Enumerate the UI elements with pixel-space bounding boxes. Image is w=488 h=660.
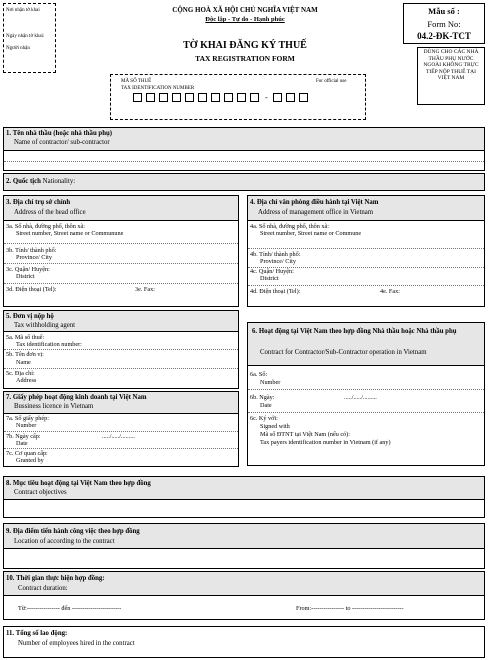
form-number-box bbox=[403, 3, 485, 44]
field-3e-label: 3e. Fax: bbox=[135, 286, 155, 293]
field-4e-label: 4e. Fax: bbox=[380, 288, 400, 295]
duration-from-vi[interactable]: Từ:---------------- đến ------------------------ bbox=[18, 605, 122, 612]
section-1-subtitle: Name of contractor/ sub-contractor bbox=[14, 139, 110, 146]
section-10 bbox=[3, 571, 485, 620]
tax-code-cell[interactable] bbox=[237, 93, 246, 102]
field-7b-dots: ...../...../......... bbox=[102, 433, 135, 440]
tax-code-cell[interactable] bbox=[286, 93, 295, 102]
national-motto: Độc lập - Tự do - Hạnh phúc bbox=[205, 16, 285, 23]
section-8 bbox=[3, 476, 485, 518]
tax-code-cells[interactable] bbox=[133, 91, 358, 105]
section-9-title: 9. Địa điểm tiến hành công việc theo hợp đồng bbox=[6, 528, 140, 535]
field-6c-tin-label: Mã số ĐTNT tại Việt Nam (nếu có): bbox=[260, 431, 350, 438]
section-11-title: 11. Tổng số lao động: bbox=[6, 630, 68, 637]
tax-code-cell[interactable] bbox=[224, 93, 233, 102]
form-number-code: 04.2-ĐK-TCT bbox=[417, 31, 471, 41]
section-5 bbox=[3, 310, 239, 389]
field-6b-dots: ...../...../......... bbox=[344, 394, 377, 401]
section-1 bbox=[3, 127, 485, 171]
section-3 bbox=[3, 195, 239, 307]
section-3-title: 3. Địa chỉ trụ sở chính bbox=[6, 199, 71, 206]
form-number-label-en: Form No: bbox=[427, 19, 461, 29]
section-1-title: 1. Tên nhà thầu (hoặc nhà thầu phụ) bbox=[6, 130, 113, 137]
section-7-title: 7. Giấy phép hoạt động kinh doanh tại Việt Nam bbox=[6, 394, 147, 401]
form-number-label-vi: Mẫu số : bbox=[428, 6, 460, 16]
tax-code-cell[interactable] bbox=[198, 93, 207, 102]
official-use-label: For official use bbox=[316, 79, 347, 84]
field-3d-label: 3d. Điện thoại (Tel): bbox=[6, 286, 57, 293]
field-5c-label-en: Address bbox=[16, 377, 37, 384]
field-7a-label: 7a. Số giấy phép: bbox=[6, 415, 49, 422]
tax-code-cell[interactable] bbox=[146, 93, 155, 102]
duration-from-en[interactable]: From:---------------- to ------------------------- bbox=[296, 605, 404, 612]
field-4a-label: 4a. Số nhà, đường phố, thôn xã: bbox=[250, 223, 329, 230]
section-7-subtitle: Bussiness licence in Vietnam bbox=[14, 403, 94, 410]
tax-code-cell[interactable] bbox=[133, 93, 142, 102]
section-8-title: 8. Mục tiêu hoạt động tại Việt Nam theo hợp đồng bbox=[6, 480, 151, 487]
stamp-line-3: Người nhận bbox=[6, 46, 30, 51]
tax-code-separator: - bbox=[265, 93, 268, 102]
stamp-line-2: Ngày nhận tờ khai: bbox=[6, 34, 45, 39]
field-5a-label: 5a. Mã số thuế: bbox=[6, 334, 45, 341]
field-3b-label: 3b. Tỉnh/ thành phố: bbox=[6, 247, 57, 254]
section-9-subtitle: Location of according to the contract bbox=[14, 538, 115, 545]
field-6c-label: 6c. Ký với: bbox=[250, 415, 278, 422]
tax-code-cell[interactable] bbox=[250, 93, 259, 102]
field-5c-label: 5c. Địa chỉ: bbox=[6, 370, 35, 377]
tax-code-cell[interactable] bbox=[299, 93, 308, 102]
stamp-line-1: Nơi nhận tờ khai bbox=[6, 8, 40, 13]
tax-code-label-vi: MÃ SỐ THUẾ bbox=[121, 79, 152, 84]
applicability-note: DÙNG CHO CÁC NHÀ THẦU PHỤ NƯỚC NGOÀI KHÔNG TRỰC TIẾP NỘP THUẾ TẠI VIỆT NAM bbox=[423, 49, 479, 82]
field-4b-label-en: Province/ City bbox=[260, 258, 296, 265]
section-7 bbox=[3, 391, 239, 467]
section-4-subtitle: Address of management office in Vietnam bbox=[258, 209, 374, 216]
field-6c-tin-label-en: Tax payers identification number in Vietnam (if any) bbox=[260, 439, 391, 446]
section-8-subtitle: Contract objectives bbox=[14, 489, 67, 496]
tax-code-label-en: TAX IDENTIFICATION NUMBER bbox=[121, 86, 195, 91]
form-title-en: TAX REGISTRATION FORM bbox=[195, 54, 295, 63]
section-2 bbox=[3, 173, 485, 191]
section-6-subtitle: Contract for Contractor/Sub-Contractor operation in Vietnam bbox=[260, 349, 427, 356]
field-3c-label-en: District bbox=[16, 273, 35, 280]
field-4d-label: 4d. Điện thoại (Tel): bbox=[250, 288, 301, 295]
section-10-subtitle: Contract duration: bbox=[18, 585, 68, 592]
field-7c-label-en: Granted by bbox=[16, 457, 44, 464]
field-6b-label-en: Date bbox=[260, 402, 272, 409]
field-7b-label-en: Date bbox=[16, 440, 28, 447]
field-6c-label-en: Signed with bbox=[260, 423, 290, 430]
field-6a-label-en: Number bbox=[260, 379, 281, 386]
section-5-subtitle: Tax withholding agent bbox=[14, 322, 76, 329]
nation-heading: CỘNG HOÀ XÃ HỘI CHỦ NGHĨA VIỆT NAM bbox=[172, 6, 318, 14]
field-4c-label-en: District bbox=[260, 275, 279, 282]
form-title-vi: TỜ KHAI ĐĂNG KÝ THUẾ bbox=[183, 40, 307, 51]
field-3b-label-en: Province/ City bbox=[16, 254, 52, 261]
field-3a-label: 3a. Số nhà, đường phố, thôn xã: bbox=[6, 223, 85, 230]
section-4-title: 4. Địa chỉ văn phòng điều hành tại Việt Nam bbox=[250, 199, 379, 206]
section-5-title: 5. Đơn vị nộp hộ bbox=[6, 313, 54, 320]
receipt-stamp-box bbox=[3, 3, 56, 73]
tax-code-cell[interactable] bbox=[159, 93, 168, 102]
field-5b-label: 5b. Tên đơn vị: bbox=[6, 351, 44, 358]
field-6b-label: 6b. Ngày: bbox=[250, 394, 275, 401]
field-3a-label-en: Street number, Street name or Communune bbox=[16, 230, 124, 237]
section-2-title: 2. Quốc tịch Nationality: bbox=[6, 178, 76, 185]
field-4b-label: 4b. Tỉnh/ thành phố: bbox=[250, 251, 301, 258]
section-3-subtitle: Address of the head office bbox=[14, 209, 86, 216]
applicability-note-box bbox=[417, 47, 485, 105]
field-3c-label: 3c. Quận/ Huyện: bbox=[6, 266, 50, 273]
field-5b-label-en: Name bbox=[16, 359, 31, 366]
section-10-title: 10. Thời gian thực hiện hợp đồng: bbox=[6, 575, 105, 582]
tax-code-cell[interactable] bbox=[185, 93, 194, 102]
field-7b-label: 7b. Ngày cấp: bbox=[6, 433, 41, 440]
section-4 bbox=[247, 195, 485, 307]
field-7c-label: 7c. Cơ quan cấp: bbox=[6, 450, 48, 457]
field-7a-label-en: Number bbox=[16, 422, 37, 429]
tax-code-cell[interactable] bbox=[273, 93, 282, 102]
tax-code-cell[interactable] bbox=[211, 93, 220, 102]
field-4a-label-en: Street number, Street name or Commune bbox=[260, 230, 362, 237]
section-11 bbox=[3, 626, 485, 658]
field-4c-label: 4c. Quận/ Huyện: bbox=[250, 268, 294, 275]
section-9 bbox=[3, 523, 485, 569]
field-5a-label-en: Tax identification number: bbox=[16, 341, 82, 348]
field-6a-label: 6a. Số: bbox=[250, 371, 268, 378]
tax-code-cell[interactable] bbox=[172, 93, 181, 102]
tax-code-box bbox=[110, 74, 366, 120]
section-11-subtitle: Number of employees hired in the contract bbox=[18, 640, 135, 647]
section-6 bbox=[247, 322, 485, 466]
section-6-title: 6. Hoạt động tại Việt Nam theo hợp đồng Nhà thầu hoặc Nhà thầu phụ bbox=[252, 328, 457, 335]
